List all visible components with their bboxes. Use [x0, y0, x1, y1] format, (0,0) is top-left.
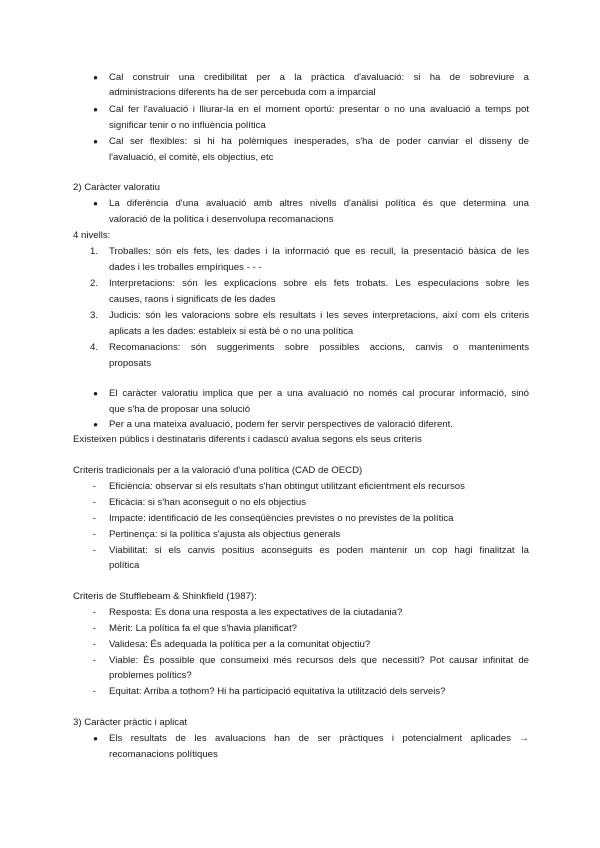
list-item-line: dades i les troballes empíriques - - -: [109, 262, 262, 273]
dash-marker: -: [92, 623, 96, 634]
list-item-line: Pertinença: si la política s'ajusta als objectius generals: [109, 529, 341, 540]
bullet-line: que s'ha de proposar una solució: [109, 404, 251, 415]
list-number: 1.: [89, 246, 98, 257]
list-item-line: Viabilitat: si els canvis positius aconseguits es poden mantenir un cop hagi finalitzat la: [109, 545, 529, 556]
section-heading: 2) Caràcter valoratiu: [73, 182, 160, 193]
dash-marker: -: [92, 513, 96, 524]
bullet-marker: ●: [93, 137, 98, 146]
bullet-line: significar tenir o no influència política: [109, 120, 266, 131]
section-heading: Criteris de Stufflebeam & Shinkfield (1987):: [73, 591, 257, 602]
dash-marker: -: [92, 655, 96, 666]
bullet-line: l'avaluació, el comitè, els objectius, etc: [109, 152, 274, 163]
paragraph: Existeixen públics i destinataris diferents i cadascú avalua segons els seus criteris: [73, 434, 422, 445]
dash-marker: -: [92, 607, 96, 618]
bullet-marker: ●: [93, 420, 98, 429]
bullet-line: El caràcter valoratiu implica que per a una avaluació no només cal procurar informació, sinó: [109, 388, 529, 399]
dash-marker: -: [92, 497, 96, 508]
levels-label: 4 nivells:: [73, 230, 111, 241]
list-item-line: política: [109, 560, 140, 571]
section-heading: 3) Caràcter pràctic i aplicat: [73, 717, 188, 728]
dash-marker: -: [92, 481, 96, 492]
list-item-line: proposats: [109, 358, 152, 369]
bullet-line: Cal construir una credibilitat per a la pràctica d'avaluació: si ha de sobreviure a: [109, 72, 529, 83]
list-number: 2.: [89, 278, 98, 289]
list-item-line: Eficàcia: si s'han aconseguit o no els objectius: [109, 497, 307, 508]
bullet-line: La diferència d'una avaluació amb altres nivells d'anàlisi política és que determina una: [109, 198, 529, 209]
list-item-line: Recomanacions: són suggeriments sobre possibles accions, canvis o manteniments: [109, 342, 529, 353]
dash-marker: -: [92, 639, 96, 650]
list-item-line: causes, raons i significats de les dades: [109, 294, 276, 305]
list-item-line: Impacte: identificació de les conseqüències previstes o no previstes de la política: [109, 513, 454, 524]
list-item-line: Validesa: És adequada la política per a la comunitat objectiu?: [109, 639, 371, 650]
list-item-line: Mèrit: La política fa el que s'havia planificat?: [109, 623, 297, 634]
bullet-line: Els resultats de les avaluacions han de ser pràctiques i potencialment aplicades →: [109, 733, 529, 744]
bullet-line: Cal ser flexibles: si hi ha polèmiques inesperades, s'ha de poder canviar el disseny de: [109, 136, 529, 147]
bullet-marker: ●: [93, 734, 98, 743]
bullet-marker: ●: [93, 389, 98, 398]
section-heading: Criteris tradicionals per a la valoració d'una política (CAD de OECD): [73, 465, 363, 476]
list-item-line: Judicis: són les valoracions sobre els resultats i les seves interpretacions, així com els criteris: [109, 310, 529, 321]
list-item-line: problemes polítics?: [109, 670, 192, 681]
list-item-line: Resposta: Es dona una resposta a les expectatives de la ciutadania?: [109, 607, 403, 618]
bullet-marker: ●: [93, 105, 98, 114]
dash-marker: -: [92, 529, 96, 540]
list-number: 4.: [89, 342, 98, 353]
bullet-line: administracions diferents ha de ser percebuda com a imparcial: [109, 87, 376, 98]
bullet-line: Per a una mateixa avaluació, podem fer servir perspectives de valoració diferent.: [109, 419, 453, 430]
list-item-line: Viable: És possible que consumeixi més recursos dels que necessiti? Pot causar infinitat de: [109, 655, 529, 666]
list-item-line: Eficiència: observar si els resultats s'han obtingut utilitzant eficientment els recursos: [109, 481, 465, 492]
bullet-line: recomanacions polítiques: [109, 749, 218, 760]
list-item-line: Troballes: són els fets, les dades i la informació que es recull, la presentació bàsica de les: [109, 246, 529, 257]
bullet-line: Cal fer l'avaluació i lliurar-la en el moment oportú: presentar o no una avaluació a temps pot: [109, 104, 529, 115]
bullet-marker: ●: [93, 73, 98, 82]
list-item-line: Interpretacions: són les explicacions sobre els fets trobats. Les especulacions sobre les: [109, 278, 529, 289]
list-item-line: Equitat: Arriba a tothom? Hi ha participació equitativa la utilització dels serveis?: [109, 686, 446, 697]
bullet-marker: ●: [93, 199, 98, 208]
list-item-line: aplicats a les dades: estableix si està bé o no una política: [109, 326, 354, 337]
list-number: 3.: [89, 310, 98, 321]
dash-marker: -: [92, 545, 96, 556]
bullet-line: valoració de la política i desenvolupa recomanacions: [109, 214, 334, 225]
dash-marker: -: [92, 686, 96, 697]
